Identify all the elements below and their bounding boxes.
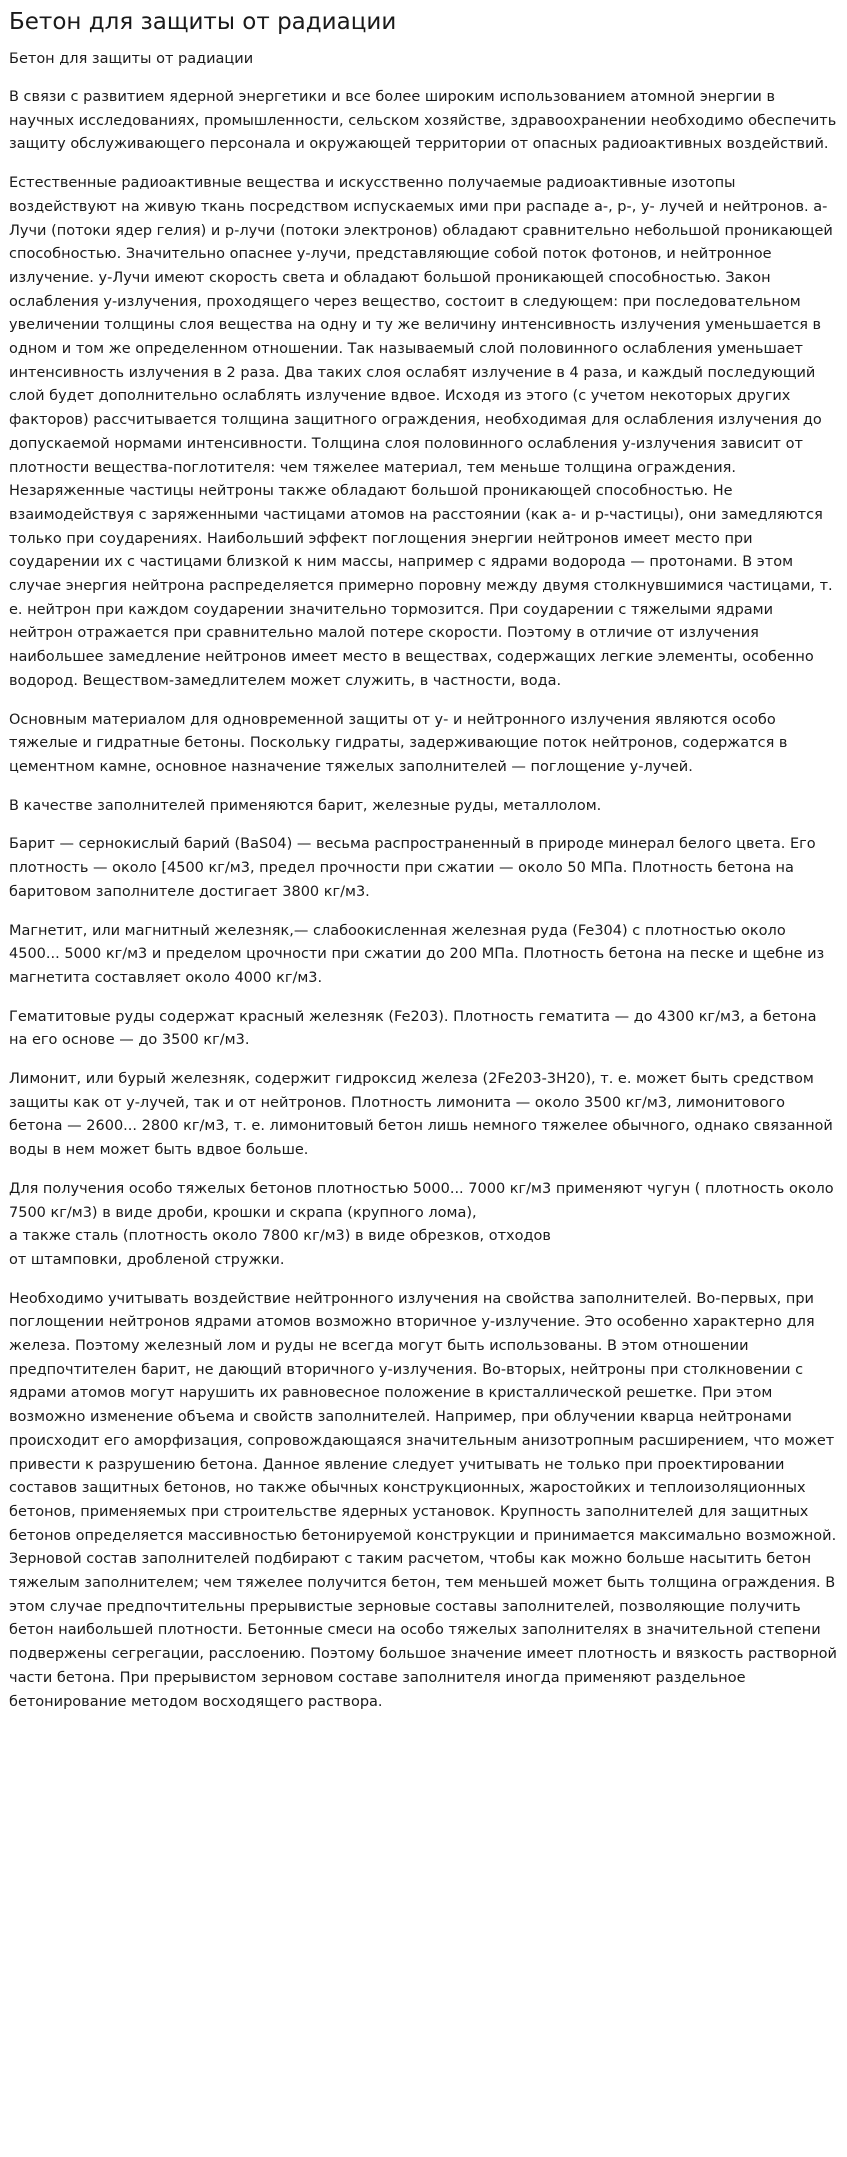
paragraph-intro: В связи с развитием ядерной энергетики и все более широким использованием атомной энергии в научных исследованиях, промышленности, сельском хозяйстве, здравоохранении необходимо обеспечить защиту обслуживающего персонала и окружающей территории от опасных радиоактивных воздействий. [9,89,837,153]
paragraph-aggregates: В качестве заполнителей применяются барит, железные руды, металлолом. [9,797,602,814]
paragraph-limonite: Лимонит, или бурый железняк, содержит гидроксид железа (2Fe203-3H20), т. е. может быть средством защиты как от у-лучей, так и от нейтронов. Плотность лимонита — около 3500 кг/м3, лимонитового бетона — 2600... 2800 кг/м3, т. е. лимонитовый бетон лишь немного тяжелее обычного, однако связанной воды в нем может быть вдвое больше. [9,1071,833,1159]
paragraph-radiation-types: Естественные радиоактивные вещества и искусственно получаемые радиоактивные изотопы воздействуют на живую ткань посредством испускаемых ими при распаде а-, р-, у- лучей и нейтронов. а-Лучи (потоки ядер гелия) и р-лучи (потоки электронов) обладают сравнительно небольшой проникающей способностью. Значительно опаснее у-лучи, представляющие собой поток фотонов, и нейтронное излучение. у-Лучи имеют скорость света и обладают большой проникающей способностью. Закон ослабления у-излучения, проходящего через вещество, состоит в следующем: при последовательном увеличении толщины слоя вещества на одну и ту же величину интенсивность излучения уменьшается в одном и том же определенном отношении. Так называемый слой половинного ослабления уменьшает интенсивность излучения в 2 раза. Два таких слоя ослабят излучение в 4 раза, и каждый последующий слой будет дополнительно ослаблять излучение вдвое. Исходя из этого (с учетом некоторых других факторов) рассчитывается толщина защитного ограждения, необходимая для ослабления излучения до допускаемой нормами интенсивности. Толщина слоя половинного ослабления у-излучения зависит от плотности вещества-поглотителя: чем тяжелее материал, тем меньше толщина ограждения. Незаряженные частицы нейтроны также обладают большой проникающей способностью. Не взаимодействуя с заряженными частицами атомов на расстоянии (как а- и р-частицы), они замедляются только при соударениях. Наибольший эффект поглощения энергии нейтронов имеет место при соударении их с частицами близкой к ним массы, например с ядрами водорода — протонами. В этом случае энергия нейтрона распределяется примерно поровну между двумя столкнувшимися частицами, т. е. нейтрон при каждом соударении значительно тормозится. При соударении с тяжелыми ядрами нейтрон отражается при сравнительно малой потере скорости. Поэтому в отличие от излучения наибольшее замедление нейтронов имеет место в веществах, содержащих легкие элементы, особенно водород. Веществом-замедлителем может служить, в частности, вода. [9,175,833,689]
article-subtitle: Бетон для защиты от радиации [9,51,254,67]
paragraph-heavy-concrete: Для получения особо тяжелых бетонов плотностью 5000... 7000 кг/м3 применяют чугун ( плотность около 7500 кг/м3) в виде дроби, крошки и скрапа (крупного лома), а также сталь (плотность около 7800 кг/м3) в виде обрезков, отходов от штамповки, дробленой стружки. [9,1180,834,1268]
paragraph-main-material: Основным материалом для одновременной защиты от у- и нейтронного излучения являются особо тяжелые и гидратные бетоны. Поскольку гидраты, задерживающие поток нейтронов, содержатся в цементном камне, основное назначение тяжелых заполнителей — поглощение у-лучей. [9,711,788,775]
article-title: Бетон для защиты от радиации [9,9,397,35]
paragraph-barite: Барит — сернокислый барий (BaS04) — весьма распространенный в природе минерал белого цвета. Его плотность — около [4500 кг/м3, предел прочности при сжатии — около 50 МПа. Плотность бетона на баритовом заполнителе достигает 3800 кг/м3. [9,836,816,900]
paragraph-hematite: Гематитовые руды содержат красный железняк (Fe203). Плотность гематита — до 4300 кг/м3, а бетона на его основе — до 3500 кг/м3. [9,1008,817,1049]
paragraph-neutron-effects: Необходимо учитывать воздействие нейтронного излучения на свойства заполнителей. Во-первых, при поглощении нейтронов ядрами атомов возможно вторичное у-излучение. Это особенно характерно для железа. Поэтому железный лом и руды не всегда могут быть использованы. В этом отношении предпочтителен барит, не дающий вторичного у-излучения. Во-вторых, нейтроны при столкновении с ядрами атомов могут нарушить их равновесное положение в кристаллической решетке. При этом возможно изменение объема и свойств заполнителей. Например, при облучении кварца нейтронами происходит его аморфизация, сопровождающаяся значительным анизотропным расширением, что может привести к разрушению бетона. Данное явление следует учитывать не только при проектировании составов защитных бетонов, но также обычных конструкционных, жаростойких и теплоизоляционных бетонов, применяемых при строительстве ядерных установок. Крупность заполнителей для защитных бетонов определяется массивностью бетонируемой конструкции и принимается максимально возможной. Зерновой состав заполнителей подбирают с таким расчетом, чтобы как можно больше насытить бетон тяжелым заполнителем; чем тяжелее получится бетон, тем меньшей может быть толщина ограждения. В этом случае предпочтительны прерывистые зерновые составы заполнителей, позволяющие получить бетон наибольшей плотности. Бетонные смеси на особо тяжелых заполнителях в значительной степени подвержены сегрегации, расслоению. Поэтому большое значение имеет плотность и вязкость растворной части бетона. При прерывистом зерновом составе заполнителя иногда применяют раздельное бетонирование методом восходящего раствора. [9,1290,837,1710]
paragraph-magnetite: Магнетит, или магнитный железняк,— слабоокисленная железная руда (Fe304) с плотностью около 4500... 5000 кг/м3 и пределом црочности при сжатии до 200 МПа. Плотность бетона на песке и щебне из магнетита составляет около 4000 кг/м3. [9,922,825,986]
